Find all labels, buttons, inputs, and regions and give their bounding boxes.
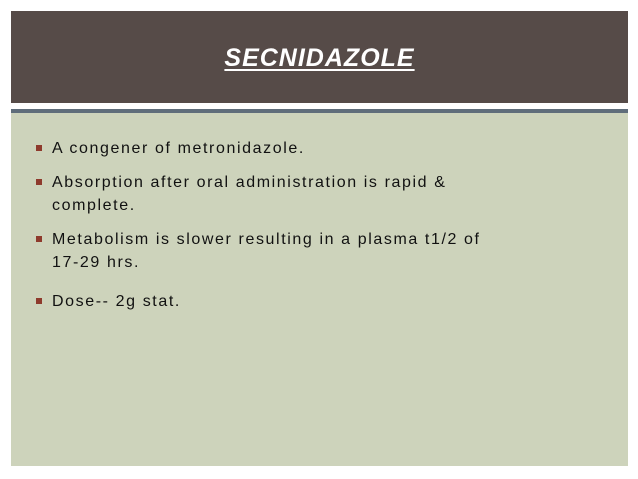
bullet-item — [11, 137, 601, 160]
content-area — [11, 113, 628, 466]
square-bullet-icon — [36, 179, 42, 185]
bullet-text: Dose-- 2g stat. — [52, 293, 181, 310]
bullet-text: Metabolism is slower resulting in a plasma t1/2 of — [52, 231, 481, 248]
slide-title: SECNIDAZOLE — [224, 43, 415, 72]
square-bullet-icon — [36, 298, 42, 304]
square-bullet-icon — [36, 236, 42, 242]
bullet-text-continuation: 17-29 hrs. — [52, 254, 141, 271]
bullet-item — [11, 290, 601, 313]
bullet-item — [11, 171, 601, 217]
bullet-text-continuation: complete. — [52, 197, 136, 214]
bullet-text: Absorption after oral administration is rapid & — [52, 174, 447, 191]
bullet-item — [11, 228, 601, 274]
square-bullet-icon — [36, 145, 42, 151]
bullet-text: A congener of metronidazole. — [52, 140, 305, 157]
title-bar — [11, 11, 628, 103]
